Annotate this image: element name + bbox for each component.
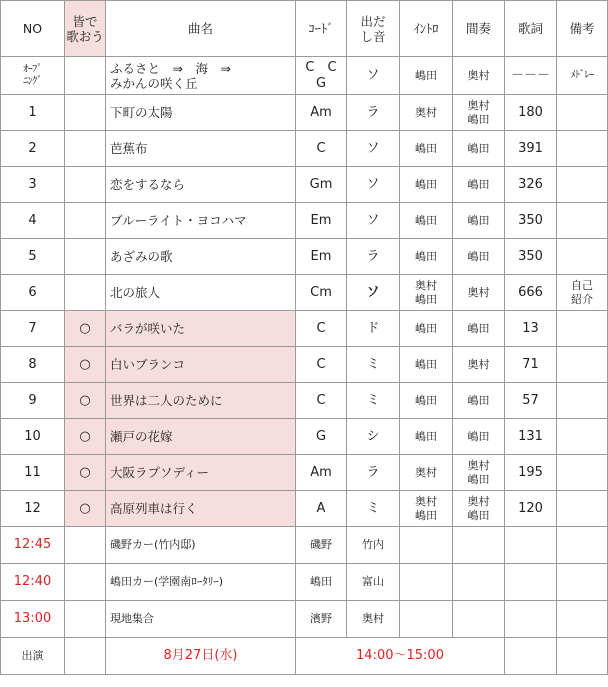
song-intro: 嶋田 (400, 383, 453, 419)
song-start-note: ソ (347, 275, 400, 311)
song-sing-mark: ○ (65, 455, 106, 491)
opening-note: ﾒﾄﾞﾚｰ (557, 57, 608, 95)
song-start-note: ラ (347, 95, 400, 131)
song-note (557, 167, 608, 203)
song-lyrics: 180 (505, 95, 557, 131)
schedule-spacer (65, 601, 106, 638)
header-start-note: 出だ し音 (347, 1, 400, 57)
song-interlude: 奥村 (453, 347, 505, 383)
schedule-spacer (65, 527, 106, 564)
song-no: 5 (1, 239, 65, 275)
song-intro: 嶋田 (400, 167, 453, 203)
performance-row (1, 638, 608, 675)
song-interlude: 嶋田 (453, 419, 505, 455)
song-start-note: ミ (347, 347, 400, 383)
song-chord: Am (296, 95, 347, 131)
song-title: バラが咲いた (106, 311, 296, 347)
song-intro: 嶋田 (400, 239, 453, 275)
song-lyrics: 195 (505, 455, 557, 491)
schedule-person-1: 濱野 (296, 601, 347, 638)
opening-no: ｵｰﾌﾟ ﾆﾝｸﾞ (1, 57, 65, 95)
song-title: 世界は二人のために (106, 383, 296, 419)
header-lyrics: 歌詞 (505, 1, 557, 57)
schedule-empty (453, 564, 505, 601)
song-lyrics: 131 (505, 419, 557, 455)
schedule-empty (453, 527, 505, 564)
schedule-person-2: 竹内 (347, 527, 400, 564)
song-sing-mark: ○ (65, 311, 106, 347)
schedule-empty (400, 564, 453, 601)
song-title: あざみの歌 (106, 239, 296, 275)
performance-empty (505, 638, 557, 675)
schedule-person-1: 嶋田 (296, 564, 347, 601)
song-note (557, 311, 608, 347)
song-chord: C (296, 311, 347, 347)
song-start-note: ミ (347, 491, 400, 527)
performance-label: 出演 (1, 638, 65, 675)
song-chord: Em (296, 239, 347, 275)
song-lyrics: 120 (505, 491, 557, 527)
schedule-empty (400, 527, 453, 564)
song-row (1, 419, 608, 455)
song-lyrics: 350 (505, 203, 557, 239)
opening-start: ソ (347, 57, 400, 95)
schedule-desc: 嶋田カー(学園南ﾛｰﾀﾘｰ) (106, 564, 296, 601)
song-no: 3 (1, 167, 65, 203)
schedule-time: 13:00 (1, 601, 65, 638)
schedule-empty (505, 564, 557, 601)
song-no: 9 (1, 383, 65, 419)
opening-interlude: 奥村 (453, 57, 505, 95)
song-intro: 嶋田 (400, 311, 453, 347)
song-note (557, 419, 608, 455)
schedule-desc: 現地集合 (106, 601, 296, 638)
song-chord: Em (296, 203, 347, 239)
song-sing-mark (65, 275, 106, 311)
song-sing-mark (65, 167, 106, 203)
song-note (557, 383, 608, 419)
song-row (1, 95, 608, 131)
song-lyrics: 57 (505, 383, 557, 419)
song-row (1, 167, 608, 203)
performance-time: 14:00～15:00 (296, 638, 505, 675)
song-no: 6 (1, 275, 65, 311)
performance-spacer (65, 638, 106, 675)
song-intro: 嶋田 (400, 419, 453, 455)
schedule-empty (505, 527, 557, 564)
header-sing-along: 皆で 歌おう (65, 1, 106, 57)
schedule-row (1, 564, 608, 601)
song-chord: C (296, 347, 347, 383)
song-chord: Gm (296, 167, 347, 203)
song-no: 4 (1, 203, 65, 239)
song-sing-mark: ○ (65, 491, 106, 527)
song-no: 8 (1, 347, 65, 383)
header-title: 曲名 (106, 1, 296, 57)
song-no: 10 (1, 419, 65, 455)
song-lyrics: 666 (505, 275, 557, 311)
song-chord: Am (296, 455, 347, 491)
schedule-empty (557, 527, 608, 564)
song-interlude: 奥村 嶋田 (453, 491, 505, 527)
song-no: 7 (1, 311, 65, 347)
song-row (1, 239, 608, 275)
header-row (1, 1, 608, 57)
schedule-person-2: 奥村 (347, 601, 400, 638)
opening-chord: C C G (296, 57, 347, 95)
song-interlude: 嶋田 (453, 311, 505, 347)
song-title: 白いブランコ (106, 347, 296, 383)
opening-intro: 嶋田 (400, 57, 453, 95)
song-chord: A (296, 491, 347, 527)
schedule-time: 12:45 (1, 527, 65, 564)
song-lyrics: 326 (505, 167, 557, 203)
song-intro: 嶋田 (400, 131, 453, 167)
song-no: 11 (1, 455, 65, 491)
opening-title: ふるさと ⇒ 海 ⇒ みかんの咲く丘 (106, 57, 296, 95)
song-interlude: 奥村 嶋田 (453, 455, 505, 491)
song-sing-mark (65, 131, 106, 167)
song-intro: 奥村 (400, 95, 453, 131)
song-start-note: ソ (347, 167, 400, 203)
schedule-person-1: 磯野 (296, 527, 347, 564)
song-note (557, 455, 608, 491)
song-interlude: 嶋田 (453, 203, 505, 239)
song-lyrics: 350 (505, 239, 557, 275)
schedule-row (1, 601, 608, 638)
performance-date: 8月27日(水) (106, 638, 296, 675)
song-chord: C (296, 383, 347, 419)
song-interlude: 奥村 (453, 275, 505, 311)
song-intro: 嶋田 (400, 347, 453, 383)
song-interlude: 嶋田 (453, 383, 505, 419)
song-title: 芭蕉布 (106, 131, 296, 167)
song-sing-mark: ○ (65, 383, 106, 419)
song-row (1, 275, 608, 311)
song-title: ブルーライト・ヨコハマ (106, 203, 296, 239)
song-row (1, 491, 608, 527)
song-row (1, 383, 608, 419)
header-chord: ｺｰﾄﾞ (296, 1, 347, 57)
song-interlude: 奥村 嶋田 (453, 95, 505, 131)
schedule-empty (400, 601, 453, 638)
song-start-note: ド (347, 311, 400, 347)
song-start-note: ソ (347, 203, 400, 239)
opening-lyrics: －－－ (505, 57, 557, 95)
performance-empty (557, 638, 608, 675)
song-title: 瀬戸の花嫁 (106, 419, 296, 455)
schedule-empty (453, 601, 505, 638)
song-intro: 奥村 嶋田 (400, 275, 453, 311)
song-note: 自己 紹介 (557, 275, 608, 311)
schedule-empty (557, 601, 608, 638)
song-row (1, 311, 608, 347)
song-lyrics: 391 (505, 131, 557, 167)
song-sing-mark (65, 203, 106, 239)
song-sing-mark: ○ (65, 347, 106, 383)
song-start-note: ミ (347, 383, 400, 419)
schedule-empty (505, 601, 557, 638)
schedule-person-2: 富山 (347, 564, 400, 601)
song-interlude: 嶋田 (453, 131, 505, 167)
song-chord: C (296, 131, 347, 167)
schedule-empty (557, 564, 608, 601)
opening-row (1, 57, 608, 95)
song-chord: G (296, 419, 347, 455)
song-title: 大阪ラプソディー (106, 455, 296, 491)
song-note (557, 239, 608, 275)
header-interlude: 間奏 (453, 1, 505, 57)
song-title: 北の旅人 (106, 275, 296, 311)
schedule-desc: 磯野カー(竹内邸) (106, 527, 296, 564)
header-intro: ｲﾝﾄﾛ (400, 1, 453, 57)
song-start-note: ソ (347, 131, 400, 167)
song-chord: Cm (296, 275, 347, 311)
song-note (557, 131, 608, 167)
song-lyrics: 13 (505, 311, 557, 347)
song-note (557, 95, 608, 131)
song-note (557, 347, 608, 383)
song-no: 2 (1, 131, 65, 167)
song-row (1, 203, 608, 239)
song-lyrics: 71 (505, 347, 557, 383)
header-no: NO (1, 1, 65, 57)
schedule-row (1, 527, 608, 564)
song-start-note: シ (347, 419, 400, 455)
opening-sing (65, 57, 106, 95)
song-intro: 嶋田 (400, 203, 453, 239)
song-no: 1 (1, 95, 65, 131)
header-note: 備考 (557, 1, 608, 57)
song-no: 12 (1, 491, 65, 527)
song-sing-mark (65, 95, 106, 131)
song-row (1, 347, 608, 383)
song-interlude: 嶋田 (453, 167, 505, 203)
song-title: 高原列車は行く (106, 491, 296, 527)
song-intro: 奥村 嶋田 (400, 491, 453, 527)
song-note (557, 203, 608, 239)
song-interlude: 嶋田 (453, 239, 505, 275)
song-intro: 奥村 (400, 455, 453, 491)
song-note (557, 491, 608, 527)
song-start-note: ラ (347, 455, 400, 491)
song-start-note: ラ (347, 239, 400, 275)
song-sing-mark (65, 239, 106, 275)
song-sing-mark: ○ (65, 419, 106, 455)
schedule-spacer (65, 564, 106, 601)
song-row (1, 455, 608, 491)
song-title: 下町の太陽 (106, 95, 296, 131)
song-row (1, 131, 608, 167)
song-title: 恋をするなら (106, 167, 296, 203)
schedule-time: 12:40 (1, 564, 65, 601)
